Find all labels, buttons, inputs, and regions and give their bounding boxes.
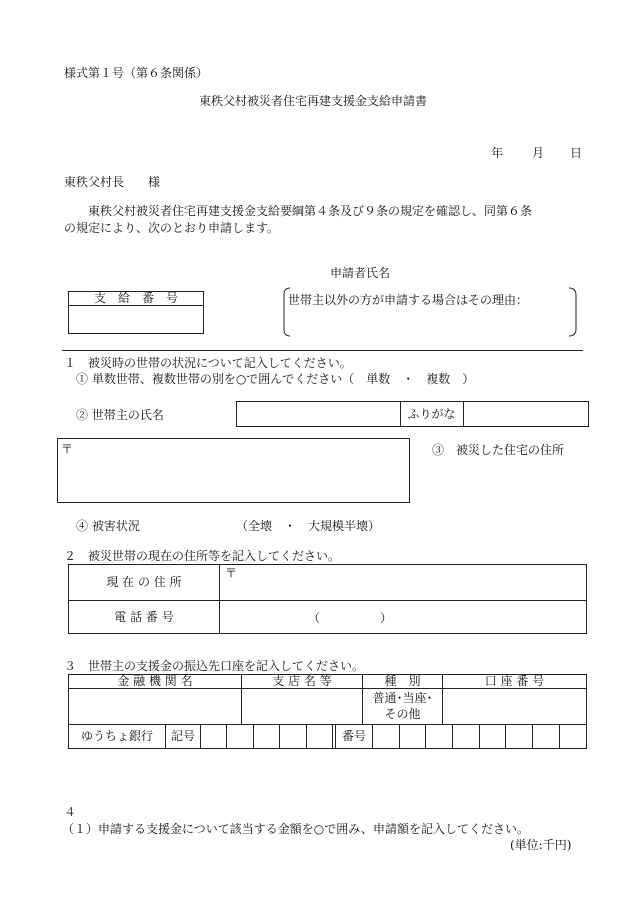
number-cell-divider bbox=[479, 724, 480, 748]
bank-account-table bbox=[68, 674, 587, 749]
number-cell-divider bbox=[425, 724, 426, 748]
date-month-label: 月 bbox=[532, 146, 545, 160]
head-name-label: ② 世帯主の氏名 bbox=[76, 408, 164, 422]
yucho-label: ゆうちょ銀行 bbox=[80, 729, 153, 743]
postal-mark-icon: 〒 bbox=[61, 442, 74, 456]
damaged-address-label: ③ 被災した住宅の住所 bbox=[432, 443, 565, 457]
phone-label: 電 話 番 号 bbox=[114, 610, 174, 624]
symbol-cell-divider bbox=[226, 724, 227, 748]
unit-label: (単位:千円) bbox=[510, 838, 572, 852]
damage-status-label: ④ 被害状況 bbox=[76, 519, 140, 533]
account-type-line-1: 普通･当座･ bbox=[372, 691, 433, 705]
account-type-options[interactable] bbox=[363, 690, 442, 722]
branch-name-header: 支 店 名 等 bbox=[272, 674, 332, 688]
payment-number-divider bbox=[69, 305, 203, 306]
phone-field[interactable] bbox=[220, 601, 586, 633]
postal-mark-icon: 〒 bbox=[225, 566, 238, 580]
applicant-name-label: 申請者氏名 bbox=[330, 266, 391, 280]
symbol-label: 記号 bbox=[170, 729, 195, 743]
section1-heading: １ 被災時の世帯の状況について記入してください。 bbox=[64, 356, 352, 370]
damage-status-options: （全壊 ・ 大規模半壊） bbox=[236, 519, 381, 533]
section-divider bbox=[62, 350, 583, 351]
form-title: 東秩父村被災者住宅再建支援金支給申請書 bbox=[199, 94, 428, 108]
branch-name-field[interactable] bbox=[242, 689, 362, 724]
symbol-divider bbox=[200, 724, 201, 748]
support-amount-instruction: （１）申請する支援金について該当する金額を○で囲み、申請額を記入してください。 bbox=[62, 822, 529, 836]
account-type-header: 種 別 bbox=[384, 674, 421, 688]
section3-heading: ３ 世帯主の支援金の振込先口座を記入してください。 bbox=[64, 659, 365, 673]
symbol-cell-divider bbox=[306, 724, 307, 748]
account-number-header: 口 座 番 号 bbox=[484, 674, 545, 688]
intro-line-2: の規定により、次のとおり申請します。 bbox=[64, 221, 280, 235]
number-cell-divider bbox=[399, 724, 400, 748]
section2-heading: ２ 被災世帯の現在の住所等を記入してください。 bbox=[64, 549, 341, 563]
date-year-label: 年 bbox=[491, 146, 504, 160]
furigana-field[interactable] bbox=[464, 402, 588, 426]
number-label: 番号 bbox=[341, 729, 366, 743]
date-day-label: 日 bbox=[570, 146, 583, 160]
bank-name-field[interactable] bbox=[69, 689, 241, 724]
current-address-label: 現 在 の 住 所 bbox=[106, 575, 182, 589]
account-type-line-2: その他 bbox=[384, 707, 421, 721]
section4-heading: ４ bbox=[64, 805, 77, 819]
account-number-field[interactable] bbox=[443, 689, 586, 724]
damaged-address-box[interactable] bbox=[57, 438, 410, 503]
furigana-label: ふりがな bbox=[407, 407, 456, 421]
form-number: 様式第１号（第６条関係） bbox=[64, 66, 209, 80]
number-cell-divider bbox=[559, 724, 560, 748]
number-divider bbox=[372, 724, 373, 748]
symbol-cell-divider bbox=[279, 724, 280, 748]
head-name-row bbox=[236, 401, 589, 427]
addressee: 東秩父村長 様 bbox=[64, 175, 161, 189]
current-address-table bbox=[68, 564, 587, 634]
reason-label: 世帯主以外の方が申請する場合はその理由： bbox=[288, 293, 529, 307]
intro-line-1: 東秩父村被災者住宅再建支援金支給要綱第４条及び９条の規定を確認し、同第６条 bbox=[88, 204, 533, 218]
payment-number-box[interactable] bbox=[68, 291, 204, 334]
phone-parens: （ ） bbox=[308, 611, 393, 625]
number-cell-divider bbox=[532, 724, 533, 748]
number-cell-divider bbox=[452, 724, 453, 748]
number-cell-divider bbox=[505, 724, 506, 748]
bank-name-header: 金 融 機 関 名 bbox=[117, 674, 193, 688]
household-type-question: ① 単数世帯、複数世帯の別を○で囲んでください（ 単数 ・ 複数 ） bbox=[76, 372, 475, 386]
head-name-field[interactable] bbox=[237, 402, 400, 426]
current-address-field[interactable] bbox=[220, 565, 586, 600]
symbol-cell-divider bbox=[332, 724, 333, 748]
payment-number-label: 支 給 番 号 bbox=[93, 291, 178, 305]
symbol-cell-divider bbox=[253, 724, 254, 748]
